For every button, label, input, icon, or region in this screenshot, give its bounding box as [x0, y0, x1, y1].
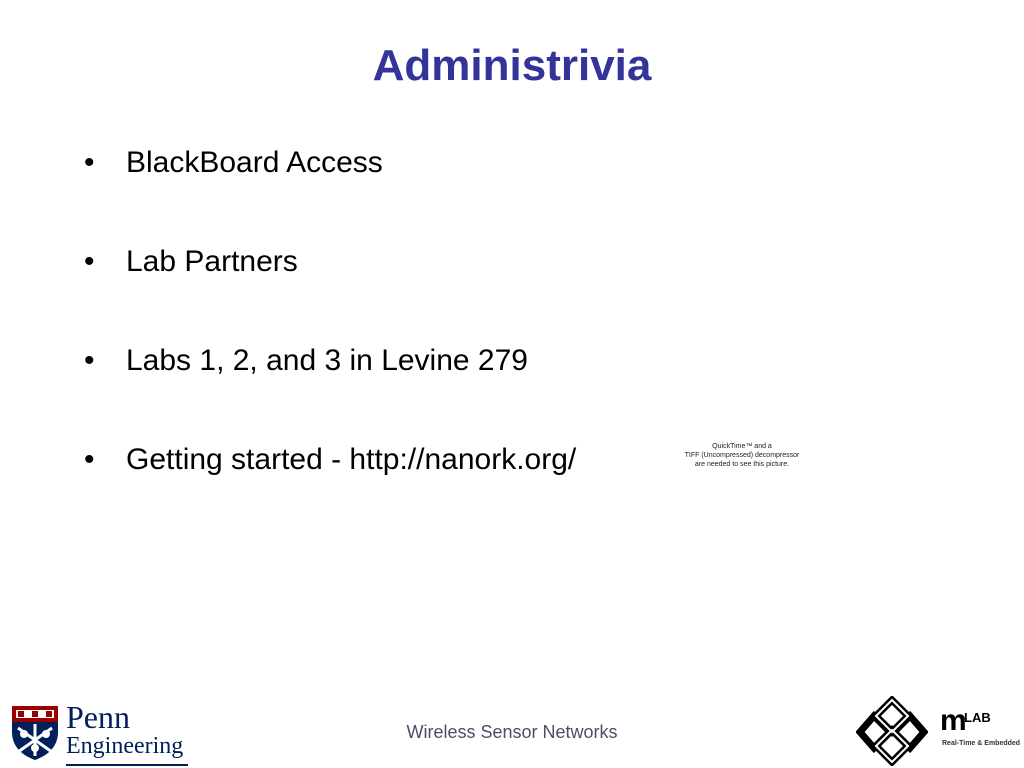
quicktime-placeholder — [672, 442, 812, 469]
slide-title: Administrivia — [372, 41, 652, 90]
mlab-logo — [856, 696, 1021, 766]
quicktime-line-2: TIFF (Uncompressed) decompressor — [684, 452, 800, 459]
bullet-dot: • — [84, 146, 95, 179]
bullet-item — [84, 338, 576, 437]
bullet-text: Labs 1, 2, and 3 in Levine 279 — [126, 344, 528, 377]
logo-underline — [66, 764, 188, 766]
quicktime-line-3: are needed to see this picture. — [694, 461, 790, 468]
footer-text: Wireless Sensor Networks — [406, 722, 618, 742]
mlab-knot-icon — [856, 696, 928, 766]
engineering-wordmark: Engineering — [66, 733, 184, 759]
mlab-lab-text: LAB — [964, 710, 991, 725]
bullet-dot: • — [84, 344, 95, 377]
bullet-item — [84, 239, 576, 338]
bullet-item — [84, 437, 576, 536]
bullet-dot: • — [84, 245, 95, 278]
bullet-text: Lab Partners — [126, 245, 298, 278]
bullet-text: BlackBoard Access — [126, 146, 383, 179]
bullet-dot: • — [84, 443, 95, 476]
bullet-item — [84, 140, 576, 239]
quicktime-line-1: QuickTime™ and a — [712, 443, 772, 450]
bullet-list — [84, 140, 576, 536]
penn-wordmark: Penn — [66, 699, 130, 735]
bullet-text-link[interactable]: Getting started - http://nanork.org/ — [126, 443, 577, 476]
mlab-subtitle: Real-Time & Embedded — [942, 740, 1021, 747]
mlab-m-letter: m — [940, 704, 967, 737]
